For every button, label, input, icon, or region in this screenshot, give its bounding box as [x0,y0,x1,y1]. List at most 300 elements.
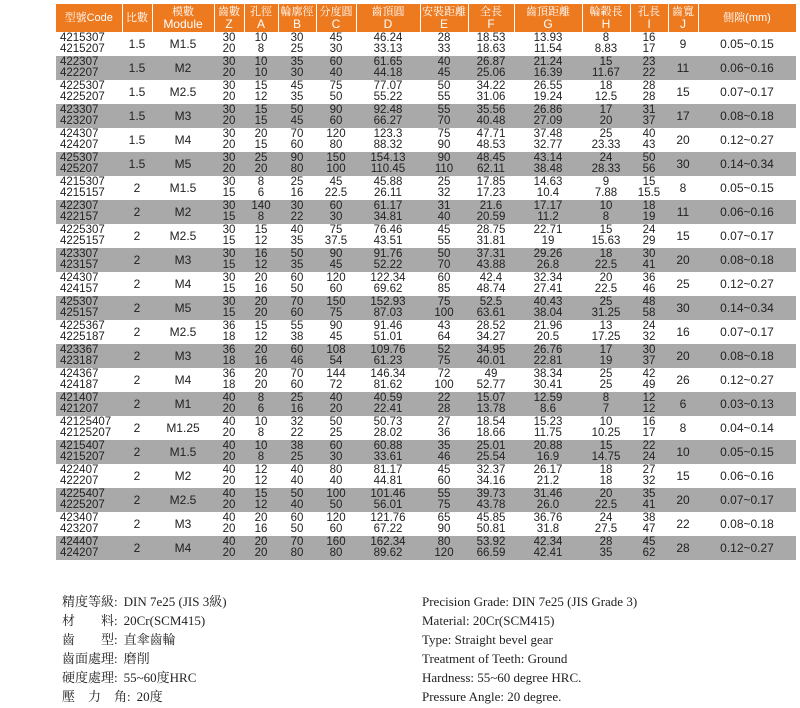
cell-e-line: 90 [437,139,451,151]
cell-a-line: 20 [254,307,268,319]
cell-i-line: 16 [642,416,656,428]
cell-code [56,512,122,536]
cell-j: 20 [676,132,690,147]
cell-f-line: 18.66 [476,427,506,439]
table-row [56,224,796,248]
cell-h-line: 20 [599,115,613,127]
cell-h [582,320,630,344]
cell-f-line: 18.63 [476,43,506,55]
cell-a-line: 20 [254,163,268,175]
cell-z-line: 20 [222,163,236,175]
cell-h [582,392,630,416]
cell-a [244,152,278,176]
cell-f-line: 17.85 [476,176,506,188]
cell-module: M2.5 [169,492,197,507]
cell-f-line: 18.54 [476,416,506,428]
cell-g [514,32,582,56]
cell-a-line: 8 [257,427,265,439]
table-row [56,272,796,296]
cell-a-line: 20 [254,128,268,140]
cell-i-line: 47 [642,523,656,535]
cell-ratio: 2 [133,276,141,291]
cell-h-line: 8 [602,211,610,223]
cell-z-line: 30 [222,104,236,116]
cell-c-line: 100 [326,488,346,500]
cell-f-line: 34.22 [476,80,506,92]
cell-ratio: 2 [133,228,141,243]
cell-g [514,80,582,104]
cell-d [356,320,420,344]
cell-j: 26 [676,372,690,387]
cell-g-line: 42.41 [533,547,563,559]
cell-b-line: 22 [290,427,304,439]
cell-ratio: 1.5 [128,36,146,51]
cell-b [278,392,316,416]
cell-i-line: 15.5 [637,187,661,199]
cell-ratio: 1.5 [128,60,146,75]
cell-backlash: 0.05~0.15 [720,36,774,51]
cell-a-line: 20 [254,512,268,524]
cell-z-line: 40 [222,536,236,548]
cell-d [356,464,420,488]
cell-g-line: 15.23 [533,416,563,428]
cell-d-line: 121.76 [370,512,406,524]
cell-g-line: 32.34 [533,272,563,284]
cell-z-line: 18 [222,331,236,343]
cell-b-line: 55 [290,320,304,332]
cell-b [278,248,316,272]
cell-f [468,128,514,152]
cell-h [582,488,630,512]
cell-h-line: 17 [599,344,613,356]
cell-h [582,176,630,200]
cell-c-line: 80 [329,139,343,151]
cell-z [214,80,244,104]
cell-code-line: 423367 [60,344,99,356]
cell-h-line: 24 [599,152,613,164]
cell-e [420,152,468,176]
cell-code-line: 424367 [60,368,99,380]
cell-c-line: 80 [329,464,343,476]
cell-h-line: 12.5 [594,91,618,103]
cell-g-line: 8.6 [540,403,556,415]
cell-code [56,176,122,200]
column-header [698,4,796,32]
cell-f [468,392,514,416]
cell-d-line: 44.18 [373,67,403,79]
cell-d-line: 92.48 [373,104,403,116]
cell-g [514,440,582,464]
cell-f-line: 21.6 [479,200,503,212]
cell-c-line: 60 [329,115,343,127]
column-header-title: 孔徑 [250,6,272,18]
cell-code-line: 4215307 [60,32,105,44]
cell-a-line: 12 [254,331,268,343]
cell-b [278,200,316,224]
cell-h [582,248,630,272]
cell-i-line: 22 [642,440,656,452]
cell-e-line: 33 [437,43,451,55]
column-header-symbol: G [543,17,553,31]
cell-i [630,416,668,440]
cell-f-line: 53.92 [476,536,506,548]
cell-d-line: 91.76 [373,248,403,260]
cell-code-line: 4215307 [60,176,105,188]
cell-d-line: 61.17 [373,200,403,212]
cell-f-line: 26.87 [476,56,506,68]
cell-e-line: 45 [437,67,451,79]
cell-a-line: 20 [254,379,268,391]
cell-d-line: 89.62 [373,547,403,559]
cell-z-line: 15 [222,211,236,223]
table-row [56,320,796,344]
cell-i-line: 12 [642,403,656,415]
cell-a-line: 8 [257,176,265,188]
cell-c-line: 45 [329,331,343,343]
cell-code-line: 422407 [60,464,99,476]
cell-code-line: 424407 [60,536,99,548]
cell-a-line: 16 [254,355,268,367]
cell-i-line: 32 [642,475,656,487]
cell-b [278,32,316,56]
cell-d [356,536,420,560]
cell-f [468,488,514,512]
cell-g [514,200,582,224]
column-header-title: 齒頂距離 [526,6,570,18]
cell-b-line: 70 [290,128,304,140]
column-header [152,4,214,32]
cell-f-line: 25.01 [476,440,506,452]
cell-e [420,512,468,536]
cell-ratio: 2 [133,252,141,267]
cell-z-line: 20 [222,451,236,463]
cell-h-line: 20 [599,488,613,500]
note-line-cn [62,611,392,630]
cell-d-line: 26.11 [374,187,402,199]
cell-h-line: 18 [599,464,613,476]
cell-c-line: 72 [329,379,343,391]
cell-i [630,440,668,464]
cell-d-line: 101.46 [370,488,406,500]
cell-g [514,464,582,488]
cell-d-line: 40.59 [373,392,403,404]
cell-b [278,536,316,560]
cell-b-line: 50 [290,488,304,500]
cell-b-line: 40 [290,475,304,487]
note-value: 20Cr(SCM415) [123,613,206,628]
cell-d-line: 152.93 [370,296,406,308]
cell-h-line: 13 [599,320,613,332]
cell-i [630,512,668,536]
cell-a [244,32,278,56]
cell-d-line: 66.27 [373,115,403,127]
cell-f-line: 43.88 [476,259,506,271]
cell-c [316,512,356,536]
cell-b-line: 38 [290,331,304,343]
cell-ratio: 2 [133,516,141,531]
cell-a [244,344,278,368]
cell-i [630,368,668,392]
cell-c [316,392,356,416]
cell-h [582,200,630,224]
column-header-title: 孔長 [638,6,660,18]
cell-module: M2 [174,204,192,219]
cell-b-line: 50 [290,104,304,116]
cell-f-line: 17.23 [476,187,506,199]
cell-a-line: 20 [254,368,268,380]
cell-d [356,248,420,272]
cell-i-line: 41 [642,499,656,511]
cell-d-line: 69.62 [373,283,403,295]
cell-e-line: 50 [437,80,451,92]
cell-c-line: 90 [329,320,343,332]
cell-i-line: 24 [642,320,656,332]
cell-code [56,248,122,272]
cell-h [582,128,630,152]
cell-b-line: 90 [290,152,304,164]
cell-b-line: 16 [290,403,304,415]
cell-c [316,320,356,344]
cell-d-line: 61.65 [373,56,403,68]
cell-code-line: 42125207 [60,427,112,439]
cell-c-line: 60 [329,283,343,295]
cell-z-line: 30 [222,56,236,68]
table-row [56,392,796,416]
cell-backlash: 0.05~0.15 [720,180,774,195]
cell-e-line: 64 [437,331,451,343]
cell-a-line: 20 [254,272,268,284]
cell-z [214,368,244,392]
cell-z-line: 15 [222,259,236,271]
cell-code-line: 422307 [60,200,99,212]
cell-c-line: 20 [329,403,343,415]
cell-g-line: 20.88 [533,440,563,452]
cell-d [356,368,420,392]
cell-d-line: 51.01 [373,331,403,343]
cell-a-line: 10 [254,32,268,44]
cell-z [214,104,244,128]
cell-a [244,512,278,536]
note-value: 直傘齒輪 [123,632,176,647]
cell-h-line: 27.5 [594,523,618,535]
cell-code [56,56,122,80]
cell-d-line: 45.88 [373,176,403,188]
cell-code-line: 424157 [60,283,99,295]
cell-h [582,368,630,392]
cell-g [514,416,582,440]
cell-f-line: 47.71 [476,128,506,140]
cell-code-line: 425307 [60,296,99,308]
cell-f-line: 62.11 [477,163,505,175]
cell-e [420,200,468,224]
cell-c-line: 150 [326,152,346,164]
cell-i [630,152,668,176]
cell-f [468,272,514,296]
cell-b-line: 70 [290,296,304,308]
cell-g [514,536,582,560]
cell-h-line: 17.25 [591,331,621,343]
cell-i-line: 46 [642,283,656,295]
cell-c-line: 30 [329,211,343,223]
cell-c-line: 60 [329,56,343,68]
cell-z-line: 15 [222,235,236,247]
cell-b-line: 70 [290,536,304,548]
cell-b-line: 35 [290,259,304,271]
cell-z-line: 30 [222,152,236,164]
cell-code-line: 425307 [60,152,99,164]
cell-f-line: 66.59 [476,547,506,559]
cell-code-line: 422207 [60,475,99,487]
cell-d-line: 77.07 [373,80,403,92]
cell-g-line: 29.26 [533,248,563,260]
cell-i [630,176,668,200]
cell-f [468,440,514,464]
cell-z-line: 20 [222,139,236,151]
cell-d-line: 44.81 [373,475,403,487]
cell-g [514,392,582,416]
note-label: 齒面處理: [62,651,118,666]
cell-d-line: 33.13 [373,43,403,55]
cell-i-line: 31 [642,104,656,116]
cell-a-line: 12 [254,499,268,511]
note-line-cn [62,649,392,668]
cell-b-line: 16 [290,187,304,199]
cell-code-line: 425207 [60,163,99,175]
cell-f-line: 25.54 [476,451,506,463]
cell-z-line: 30 [222,248,236,260]
cell-h [582,32,630,56]
cell-code-line: 423307 [60,248,99,260]
cell-f-line: 28.52 [476,320,506,332]
cell-d-line: 28.02 [373,427,403,439]
cell-a-line: 140 [251,200,271,212]
cell-d [356,488,420,512]
cell-z-line: 15 [222,187,236,199]
cell-c-line: 160 [326,536,346,548]
cell-z-line: 20 [222,523,236,535]
cell-g-line: 26.86 [533,104,563,116]
cell-g [514,56,582,80]
cell-backlash: 0.08~0.18 [720,108,774,123]
table-header-row [56,4,796,32]
cell-a [244,416,278,440]
cell-b-line: 70 [290,368,304,380]
cell-z [214,440,244,464]
column-header-title: 輪廓徑 [280,6,314,18]
cell-code [56,32,122,56]
cell-h [582,56,630,80]
notes-english [422,592,792,706]
cell-c-line: 45 [329,32,343,44]
cell-code-line: 422207 [60,67,99,79]
cell-f [468,248,514,272]
column-header [582,4,630,32]
cell-j: 15 [676,468,690,483]
cell-z-line: 15 [222,283,236,295]
cell-ratio: 2 [133,348,141,363]
cell-e-line: 60 [437,272,451,284]
cell-c [316,32,356,56]
cell-module: M4 [174,540,192,555]
cell-g-line: 13.93 [533,32,563,44]
cell-d [356,80,420,104]
cell-backlash: 0.06~0.16 [720,468,774,483]
cell-b-line: 22 [290,211,304,223]
cell-code-line: 4225407 [60,488,105,500]
cell-z-line: 18 [222,379,236,391]
cell-a-line: 15 [254,224,268,236]
note-line-en: Treatment of Teeth: Ground [422,651,568,666]
cell-i-line: 24 [642,451,656,463]
cell-h [582,104,630,128]
cell-c [316,344,356,368]
cell-d-line: 33.61 [373,451,403,463]
cell-c [316,536,356,560]
column-header [316,4,356,32]
column-header-symbol: I [647,17,651,31]
cell-d-line: 61.23 [373,355,403,367]
cell-a-line: 20 [254,344,268,356]
cell-module: M4 [174,276,192,291]
column-header-title: 型號Code [64,12,113,24]
note-line-en: Material: 20Cr(SCM415) [422,613,555,628]
cell-code [56,272,122,296]
cell-c [316,56,356,80]
cell-j: 11 [676,60,690,75]
cell-b [278,272,316,296]
cell-backlash: 0.12~0.27 [720,372,774,387]
cell-g [514,320,582,344]
cell-g-line: 36.76 [533,512,563,524]
cell-f-line: 48.53 [476,139,506,151]
column-header-symbol: F [487,17,495,31]
cell-c [316,464,356,488]
cell-a [244,392,278,416]
cell-i [630,344,668,368]
cell-i-line: 16 [642,32,656,44]
note-line-en: Precision Grade: DIN 7e25 (JIS Grade 3) [422,594,638,609]
cell-f-line: 43.78 [476,499,506,511]
cell-code-line: 423207 [60,523,99,535]
cell-i-line: 58 [642,307,656,319]
column-header-symbol: Module [163,17,203,31]
cell-b [278,224,316,248]
cell-j: 15 [676,228,690,243]
cell-ratio: 2 [133,444,141,459]
cell-i-line: 28 [642,80,656,92]
cell-g-line: 16.9 [536,451,560,463]
cell-ratio: 1.5 [128,84,146,99]
cell-f [468,152,514,176]
cell-g-line: 19.24 [533,91,563,103]
cell-h [582,152,630,176]
cell-f [468,464,514,488]
cell-g-line: 11.2 [537,211,559,223]
cell-c [316,248,356,272]
cell-d-line: 67.22 [373,523,403,535]
cell-h-line: 18 [599,80,613,92]
cell-j: 9 [679,36,687,51]
cell-e-line: 80 [437,536,451,548]
cell-z-line: 40 [222,464,236,476]
cell-a-line: 12 [254,91,268,103]
cell-h-line: 10.25 [591,427,621,439]
cell-h-line: 15 [599,56,613,68]
cell-f-line: 37.31 [476,248,506,260]
cell-b [278,344,316,368]
cell-c-line: 22.5 [324,187,348,199]
cell-i-line: 38 [642,512,656,524]
